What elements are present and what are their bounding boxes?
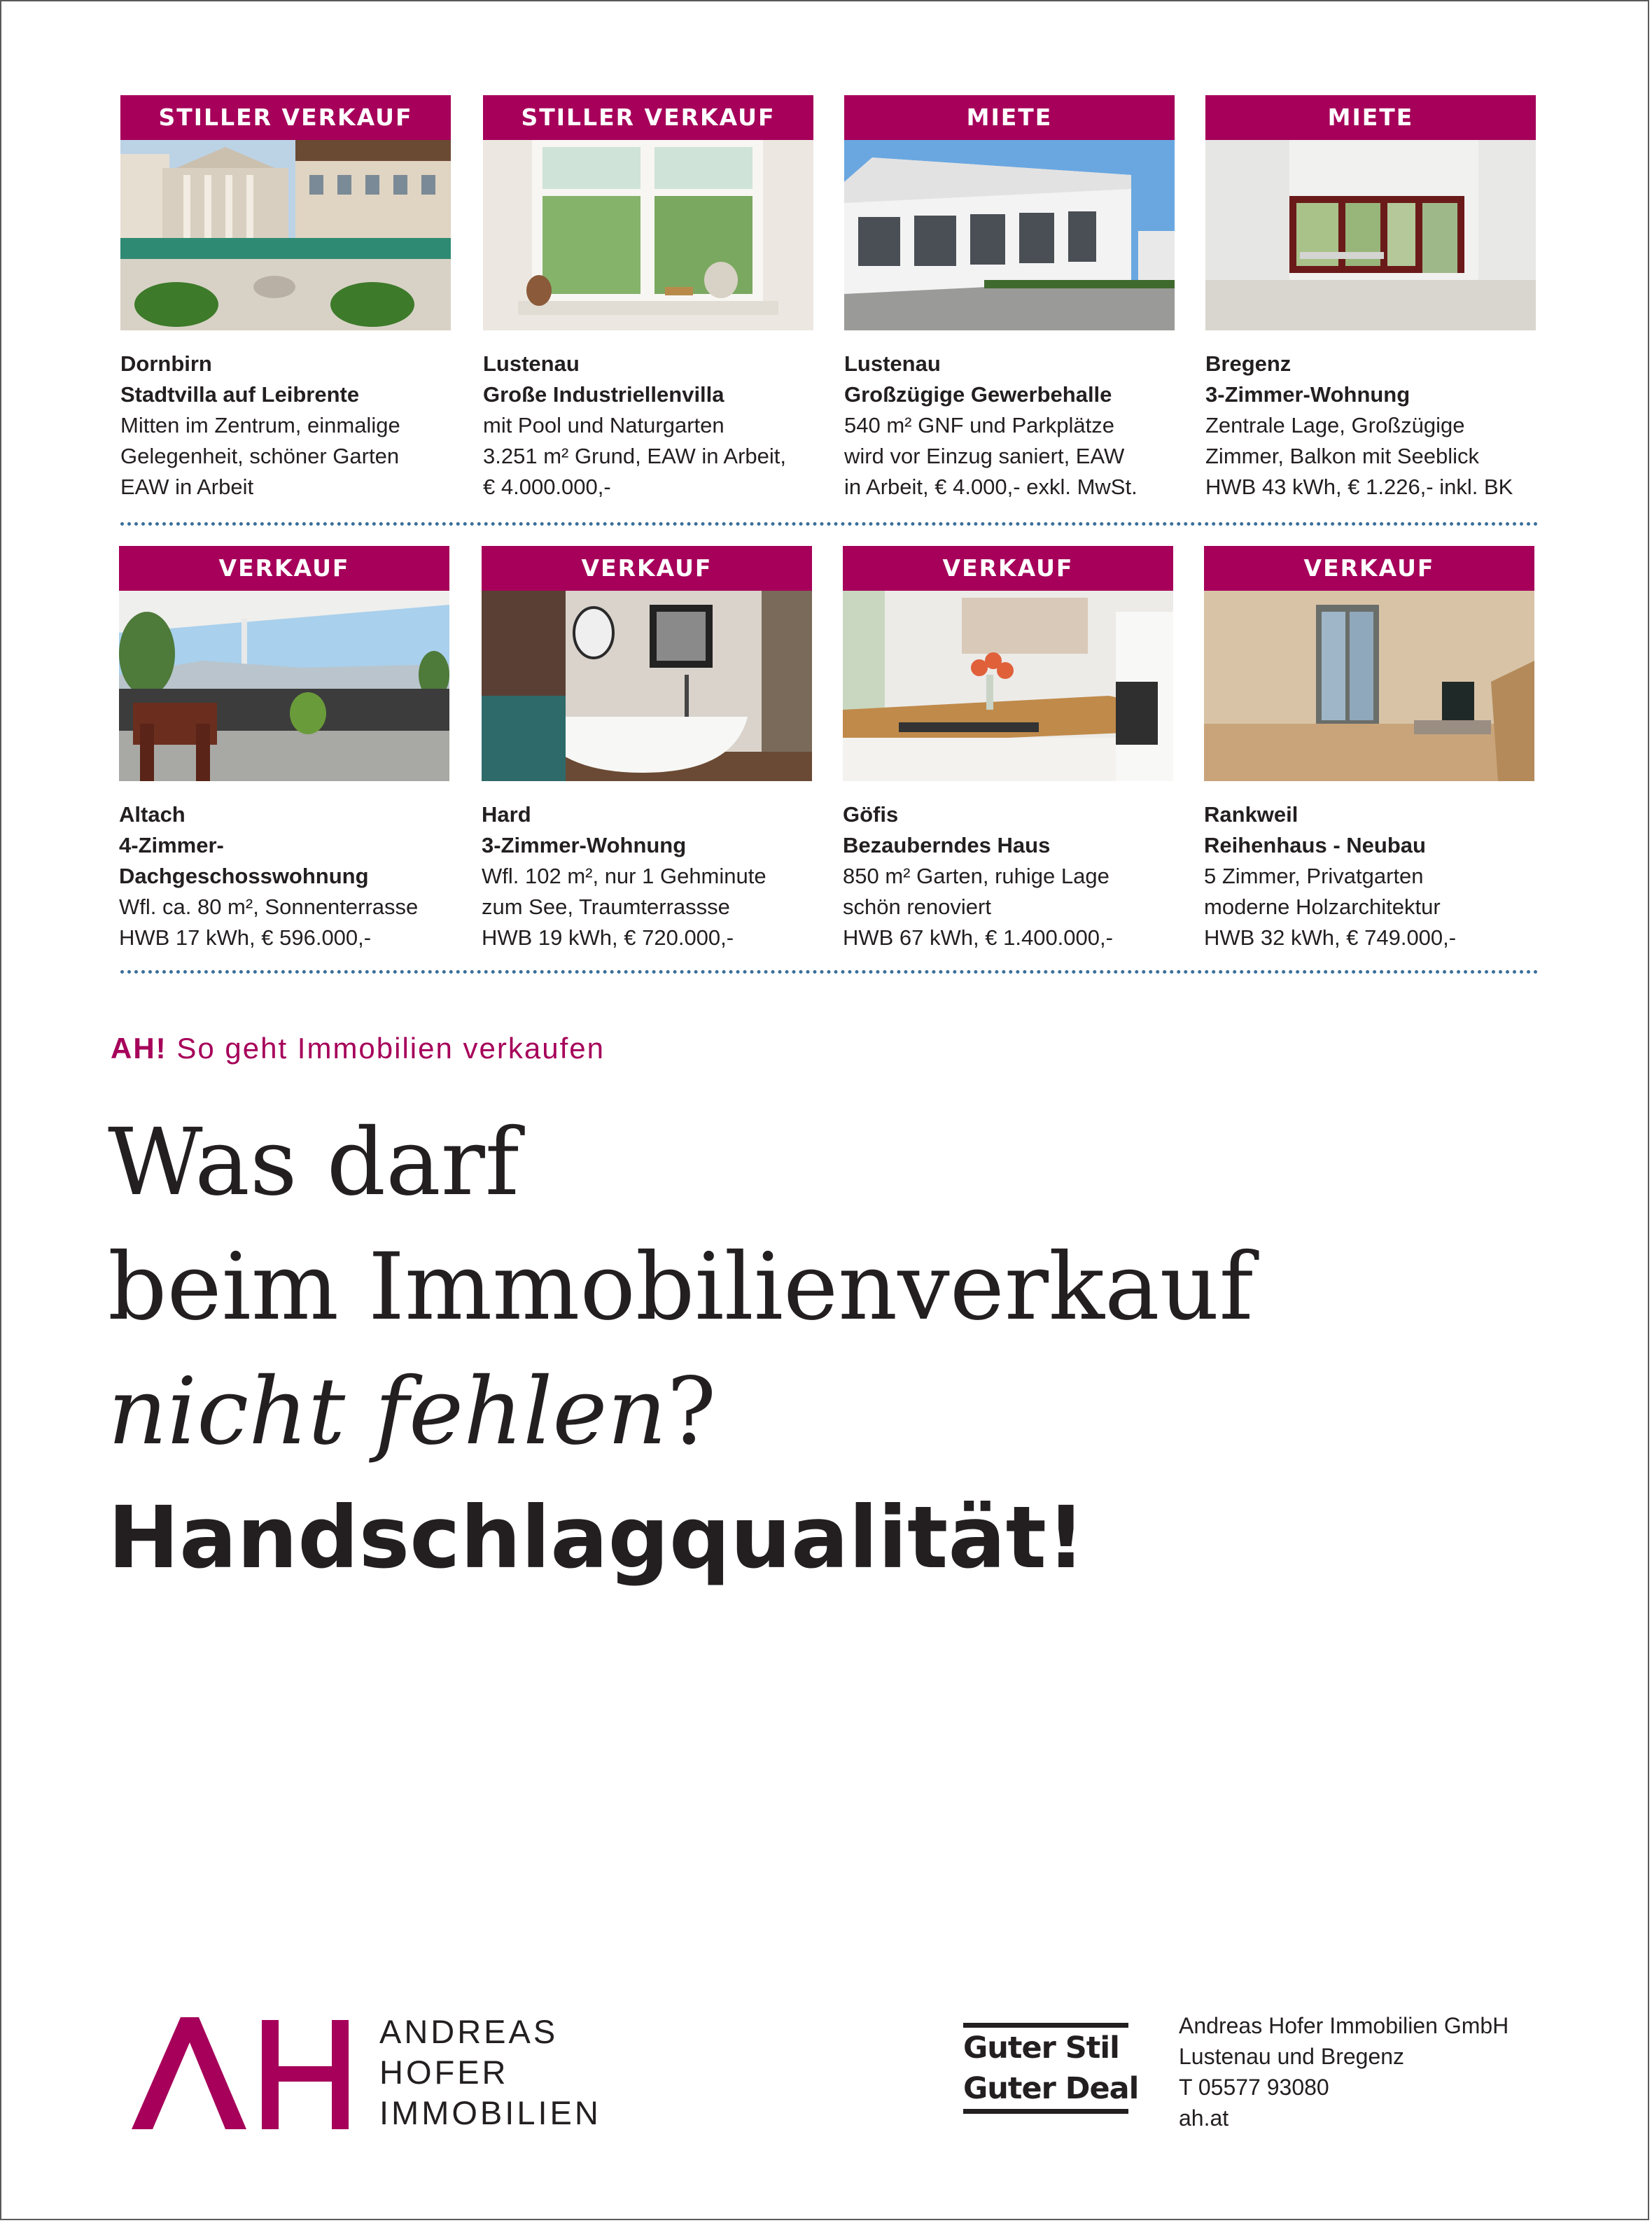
listing-city: Göfis: [843, 802, 899, 827]
roof-terrace-photo: [119, 591, 449, 781]
listing-city: Lustenau: [844, 351, 941, 376]
listing-detail: 3.251 m² Grund, EAW in Arbeit,: [483, 444, 787, 468]
listing-detail: Zimmer, Balkon mit Seeblick: [1205, 444, 1480, 468]
listing-card[interactable]: [120, 95, 451, 503]
listing-badge: MIETE: [1205, 95, 1536, 140]
headline: [108, 1100, 1254, 1597]
tagline: [111, 1032, 605, 1065]
listing-badge: VERKAUF: [482, 546, 812, 591]
listing-detail: schön renoviert: [843, 895, 991, 919]
tagline-text: So geht Immobilien verkaufen: [176, 1032, 605, 1065]
contact-locations: Lustenau und Bregenz: [1179, 2044, 1405, 2069]
contact-phone[interactable]: T 05577 93080: [1179, 2075, 1329, 2100]
logo-line-3: IMMOBILIEN: [379, 2094, 601, 2131]
listing-detail: HWB 67 kWh, € 1.400.000,-: [843, 925, 1113, 950]
logo-wordmark: [379, 2012, 601, 2133]
headline-line-1: Was darf: [108, 1109, 519, 1216]
listing-detail: 540 m² GNF und Parkplätze: [844, 413, 1114, 437]
listing-detail: zum See, Traumterrassse: [482, 895, 730, 919]
listing-card[interactable]: [1204, 546, 1534, 953]
listing-city: Hard: [482, 802, 531, 827]
headline-line-4: Handschlagqualität!: [108, 1488, 1086, 1587]
ah-monogram-logo-icon: [132, 2017, 356, 2129]
listing-city: Dornbirn: [120, 351, 212, 376]
listing-detail: Wfl. 102 m², nur 1 Gehminute: [482, 864, 766, 888]
listing-badge: VERKAUF: [843, 546, 1173, 591]
listing-text: [483, 349, 813, 503]
listing-card[interactable]: [1205, 95, 1536, 503]
listing-city: Altach: [119, 802, 186, 827]
listing-title: Bezauberndes Haus: [843, 833, 1051, 857]
contact-website[interactable]: ah.at: [1179, 2105, 1229, 2131]
dotted-divider: [120, 522, 1539, 526]
logo-line-2: HOFER: [379, 2054, 509, 2091]
listing-detail: EAW in Arbeit: [120, 475, 254, 499]
listing-title: 4-Zimmer-: [119, 833, 224, 857]
listing-detail: Wfl. ca. 80 m², Sonnenterrasse: [119, 895, 419, 919]
listing-badge: STILLER VERKAUF: [120, 95, 451, 140]
slogan-line-1: Guter Stil: [963, 2031, 1119, 2066]
listing-title: Großzügige Gewerbehalle: [844, 382, 1112, 407]
listing-detail: Zentrale Lage, Großzügige: [1205, 413, 1465, 437]
listing-detail: HWB 19 kWh, € 720.000,-: [482, 925, 734, 950]
headline-line-2: beim Immobilienverkauf: [108, 1233, 1254, 1341]
contact-block: [1179, 2010, 1508, 2133]
listing-detail: HWB 43 kWh, € 1.226,- inkl. BK: [1205, 475, 1513, 499]
listing-detail: mit Pool und Naturgarten: [483, 413, 724, 437]
headline-line-3: [108, 1349, 1254, 1474]
listing-text: [119, 799, 449, 953]
listing-city: Bregenz: [1205, 351, 1292, 376]
listing-detail: moderne Holzarchitektur: [1204, 895, 1441, 919]
company-logo: [132, 2013, 601, 2133]
listing-badge: STILLER VERKAUF: [483, 95, 813, 140]
listing-text: [482, 799, 812, 953]
slogan-top-rule: [963, 2023, 1128, 2028]
listing-card[interactable]: [844, 95, 1175, 503]
listing-detail: HWB 32 kWh, € 749.000,-: [1204, 925, 1457, 950]
slogan-line-2: Guter Deal: [963, 2071, 1139, 2106]
listing-text: [843, 799, 1173, 953]
headline-italic: nicht fehlen: [108, 1358, 667, 1466]
town-square-market-photo: [120, 140, 451, 330]
listing-card[interactable]: [119, 546, 449, 953]
logo-line-1: ANDREAS: [379, 2013, 559, 2050]
listing-detail: Gelegenheit, schöner Garten: [120, 444, 400, 468]
listing-title: Große Industriellenvilla: [483, 382, 724, 407]
listing-title: Dachgeschosswohnung: [119, 864, 369, 888]
kitchen-tulips-photo: [843, 591, 1173, 781]
wooden-interior-photo: [1204, 591, 1534, 781]
headline-question-mark: ?: [666, 1358, 717, 1466]
empty-apartment-room-photo: [1205, 140, 1536, 330]
listing-detail: € 4.000.000,-: [483, 475, 611, 499]
commercial-hall-photo: [844, 140, 1175, 330]
listing-card[interactable]: [482, 546, 812, 953]
listing-badge: MIETE: [844, 95, 1175, 140]
dotted-divider: [120, 970, 1539, 974]
tagline-brand: AH!: [111, 1032, 167, 1065]
bathroom-tub-photo: [482, 591, 812, 781]
listing-card[interactable]: [483, 95, 813, 503]
slogan: [963, 2023, 1139, 2114]
listing-title: 3-Zimmer-Wohnung: [482, 833, 687, 857]
listing-city: Rankweil: [1204, 802, 1298, 827]
listing-detail: in Arbeit, € 4.000,- exkl. MwSt.: [844, 475, 1138, 499]
listing-card[interactable]: [843, 546, 1173, 953]
slogan-bottom-rule: [963, 2109, 1128, 2114]
listing-title: Stadtvilla auf Leibrente: [120, 382, 360, 407]
listing-badge: VERKAUF: [119, 546, 449, 591]
listing-text: [844, 349, 1175, 503]
listing-detail: HWB 17 kWh, € 596.000,-: [119, 925, 372, 950]
contact-company: Andreas Hofer Immobilien GmbH: [1179, 2013, 1509, 2038]
listing-title: 3-Zimmer-Wohnung: [1205, 382, 1410, 407]
listing-city: Lustenau: [483, 351, 580, 376]
listing-text: [1204, 799, 1534, 953]
listing-text: [1205, 349, 1536, 503]
listing-detail: wird vor Einzug saniert, EAW: [844, 444, 1125, 468]
listing-badge: VERKAUF: [1204, 546, 1534, 591]
listing-detail: Mitten im Zentrum, einmalige: [120, 413, 400, 437]
listing-title: Reihenhaus - Neubau: [1204, 833, 1426, 857]
listing-text: [120, 349, 451, 503]
window-garden-view-photo: [483, 140, 813, 330]
listing-detail: 850 m² Garten, ruhige Lage: [843, 864, 1110, 888]
listing-detail: 5 Zimmer, Privatgarten: [1204, 864, 1424, 888]
